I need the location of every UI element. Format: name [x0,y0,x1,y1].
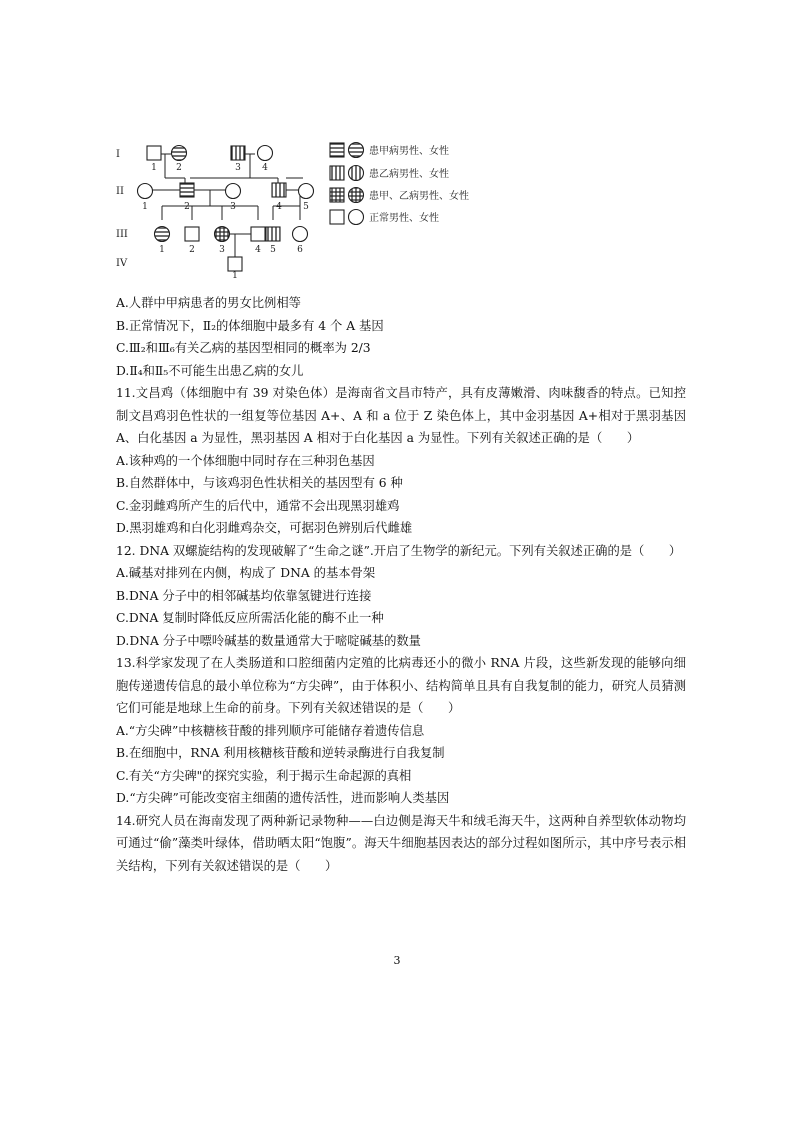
legend-label: 正常男性、女性 [369,213,439,224]
option-line: B.自然群体中，与该鸡羽色性状相关的基因型有 6 种 [116,476,403,490]
individual-number: 2 [189,245,195,255]
legend-label: 患甲病男性、女性 [369,146,449,157]
option-line: C.Ⅲ₂和Ⅲ₆有关乙病的基因型相同的概率为 2/3 [116,341,371,355]
option-line: C.有关“方尖碑"的探究实验，利于揭示生命起源的真相 [116,768,412,783]
option-line: A.碱基对排列在内侧，构成了 DNA 的基本骨架 [116,566,376,580]
question-stem: 11.文昌鸡（体细胞中有 39 对染色体）是海南省文昌市特产，具有皮薄嫩滑、肉味馥香的特点。已知控制文昌鸡羽色性状的一组复等位基因 A+、A 和 a 位于 Z 染色体上，其中金羽基因 A+相对于黑羽基因 A、白化基因 a 为显性，黑羽基因 A 相对于白化基因 a 为显性。下列有关叙述正确的是（ ） [116,386,686,445]
individual-number: 1 [142,202,148,212]
individual-number: 5 [270,245,276,255]
option-line: C.金羽雌鸡所产生的后代中，通常不会出现黑羽雄鸡 [116,498,400,513]
individual-number: 5 [303,202,309,212]
option-line: D.Ⅱ₄和Ⅱ₅不可能生出患乙病的女儿 [116,363,304,378]
individual-number: 1 [232,271,238,278]
option-line: A.“方尖碑”中核糖核苷酸的排列顺序可能储存着遗传信息 [116,723,425,738]
option-line: B.正常情况下，Ⅱ₂的体细胞中最多有 4 个 A 基因 [116,318,384,333]
question-stem: 13.科学家发现了在人类肠道和口腔细菌内定殖的比病毒还小的微小 RNA 片段，这些新发现的能够向细胞传递遗传信息的最小单位称为“方尖碑”，由于体积小、结构简单且具有自我复制的能力，研究人员猜测它们可能是地球上生命的前身。下列有关叙述错误的是（ ） [116,656,686,715]
legend-label: 患甲、乙病男性、女性 [369,191,469,202]
individual-number: 3 [235,163,241,173]
option-line: D.“方尖碑”可能改变宿主细菌的遗传活性，进而影响人类基因 [116,791,450,805]
individual-number: 4 [262,163,268,173]
option-line: C.DNA 复制时降低反应所需活化能的酶不止一种 [116,611,384,625]
individual-number: 3 [219,245,225,255]
individual-number: 2 [176,163,182,173]
generation-label: III [116,229,128,240]
option-line: D.黑羽雄鸡和白化羽雌鸡杂交，可据羽色辨别后代雌雄 [116,521,413,535]
question-text [116,292,686,877]
option-line: B.DNA 分子中的相邻碱基均依靠氢键进行连接 [116,588,372,603]
generation-label: I [116,149,120,160]
individual-number: 3 [230,202,236,212]
legend-label: 患乙病男性、女性 [369,169,449,180]
option-line: A.该种鸡的一个体细胞中同时存在三种羽色基因 [116,453,375,468]
option-line: D.DNA 分子中嘌呤碱基的数量通常大于嘧啶碱基的数量 [116,633,421,648]
page-number: 3 [393,954,401,967]
generation-label: II [116,186,124,197]
pedigree-legend [330,143,469,225]
individual-number: 1 [151,163,157,173]
individual-number: 2 [184,202,190,212]
individual-number: 1 [159,245,165,255]
generation-label: IV [116,258,128,269]
option-line: B.在细胞中，RNA 利用核糖核苷酸和逆转录酶进行自我复制 [116,746,445,760]
question-stem: 14.研究人员在海南发现了两种新记录物种——白边侧是海天牛和绒毛海天牛，这两种自养型软体动物均可通过“偷”藻类叶绿体，借助晒太阳“饱腹”。海天牛细胞基因表达的部分过程如图所示，其中序号表示相关结构，下列有关叙述错误的是（ ） [116,813,686,873]
individual-number: 4 [255,245,261,255]
pedigree-chart [110,138,510,278]
option-line: A.人群中甲病患者的男女比例相等 [116,296,301,310]
individual-number: 6 [297,245,303,255]
individual-number: 4 [276,202,282,212]
question-stem: 12. DNA 双螺旋结构的发现破解了“生命之谜”.开启了生物学的新纪元。下列有关叙述正确的是（ ） [116,543,682,558]
